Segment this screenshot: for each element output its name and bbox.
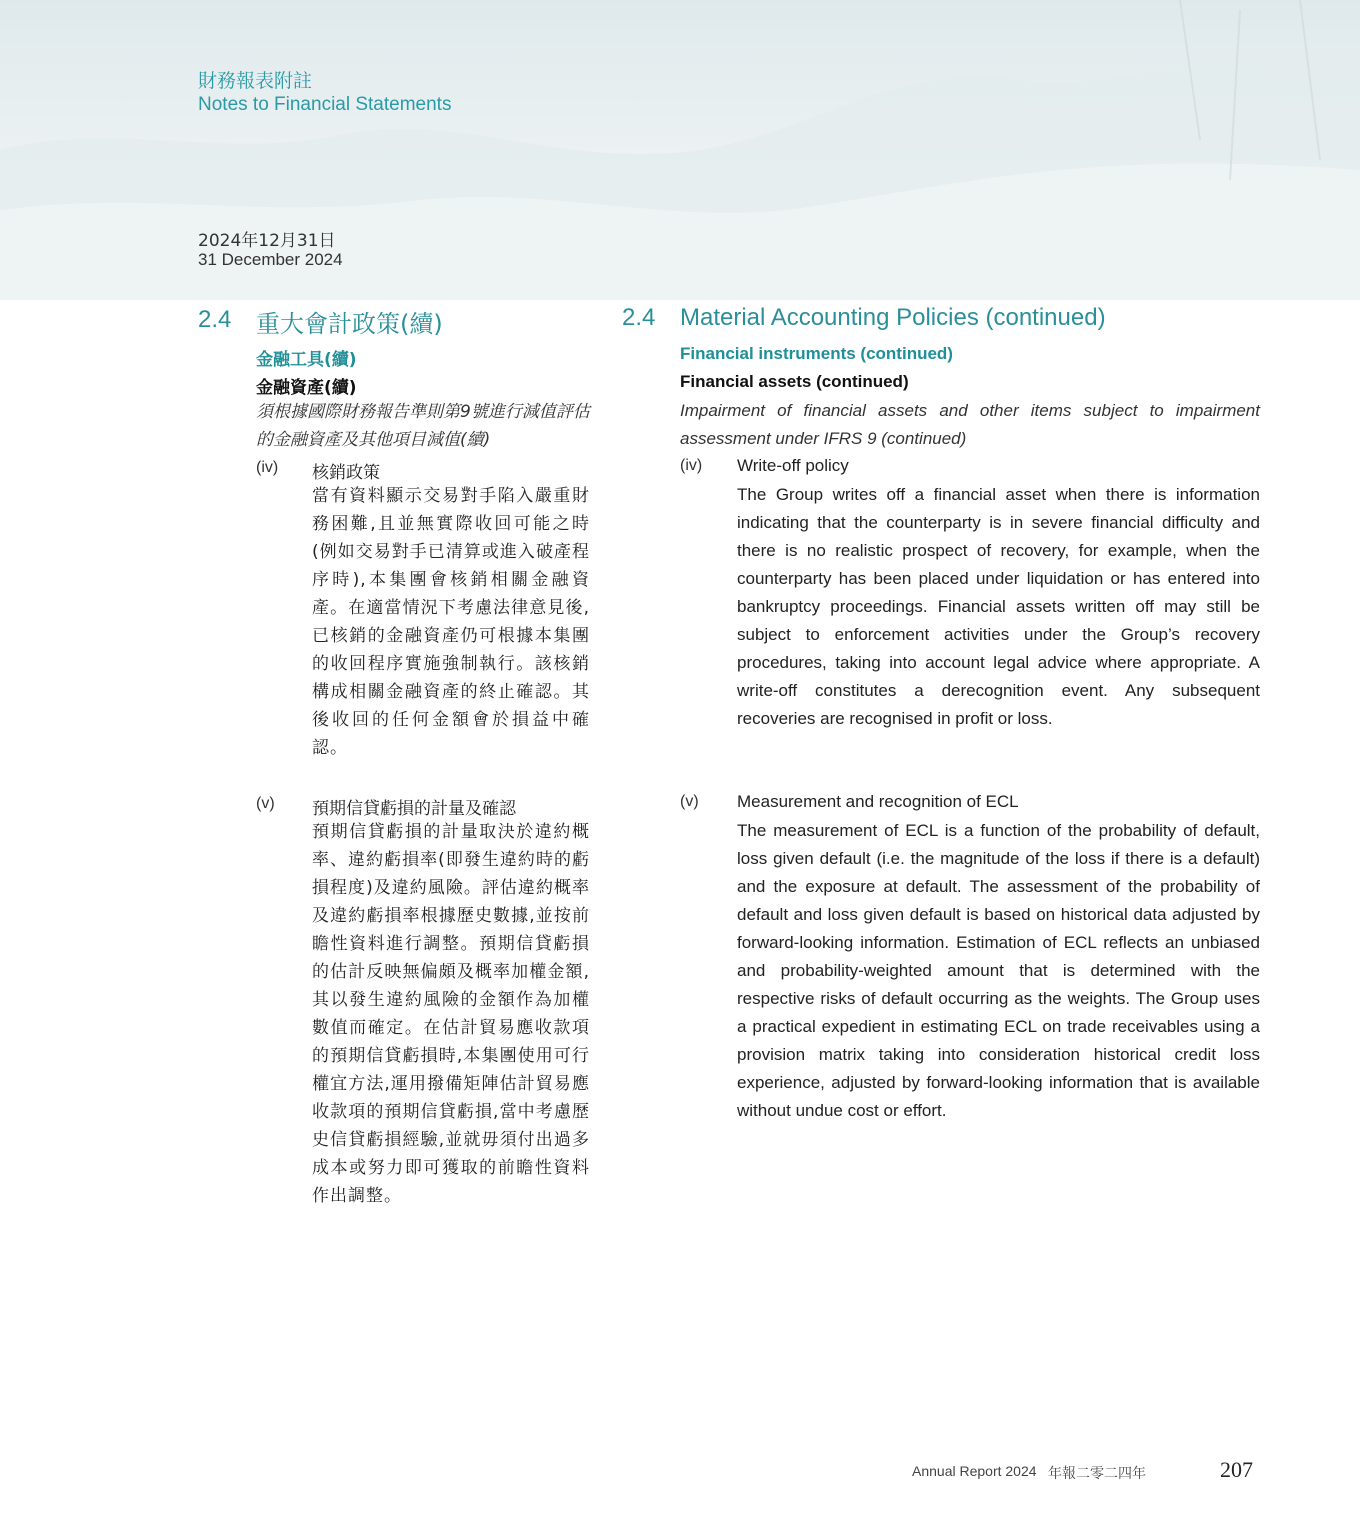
report-date-english: 31 December 2024 <box>198 250 343 269</box>
subheading-impairment-zh: 須根據國際財務報告準則第9號進行減值評估的金融資產及其他項目減值(續) <box>256 402 590 450</box>
item-body-ecl-en: The measurement of ECL is a function of the probability of default, loss given default (i.e. the magnitude of the loss if there is a default) and the exposure at default. The assessment of the probability of default and loss given default is based on historical data adjusted by forward-looking information. Estimation of ECL reflects an unbiased and probability-weighted amount that is determined with the respective risks of default occurring as the weights. The Group uses a practical expedient in estimating ECL on trade receivables using a provision matrix taking into consideration historical credit loss experience, adjusted by forward-looking information that is available without undue cost or effort. <box>737 821 1260 1120</box>
subheading-financial-assets-zh: 金融資產(續) <box>256 378 357 398</box>
section-number-en: 2.4 <box>622 304 656 331</box>
item-title-ecl-en: Measurement and recognition of ECL <box>737 792 1019 811</box>
item-title-writeoff-en: Write-off policy <box>737 456 849 475</box>
item-number-iv-en: (iv) <box>680 457 703 474</box>
item-title-ecl-zh: 預期信貸虧損的計量及確認 <box>312 799 516 819</box>
item-body-writeoff-en: The Group writes off a financial asset when there is information indicating that the counterparty is in severe financial difficulty and there is no realistic prospect of recovery, for example, when the counterparty has been placed under liquidation or has entered into bankruptcy proceedings. Financial assets written off may still be subject to enforcement activities under the Group’s recovery procedures, taking into account legal advice where appropriate. A write-off constitutes a derecognition event. Any subsequent recoveries are recognised in profit or loss. <box>737 485 1260 728</box>
page-number: 207 <box>1220 1457 1253 1482</box>
item-body-ecl-zh: 預期信貸虧損的計量取決於違約概率、違約虧損率(即發生違約時的虧損程度)及違約風險。評估違約概率及違約虧損率根據歷史數據,並按前瞻性資料進行調整。預期信貸虧損的估計反映無偏頗及概率加權金額,其以發生違約風險的金額作為加權數值而確定。在估計貿易應收款項的預期信貸虧損時,本集團使用可行權宜方法,運用撥備矩陣估計貿易應收款項的預期信貸虧損,當中考慮歷史信貸虧損經驗,並就毋須付出過多成本或努力即可獲取的前瞻性資料作出調整。 <box>312 822 590 1206</box>
subheading-financial-instruments-zh: 金融工具(續) <box>256 350 357 370</box>
report-date-chinese: 2024年12月31日 <box>198 231 336 251</box>
subheading-financial-assets-en: Financial assets (continued) <box>680 372 909 391</box>
subheading-impairment-en: Impairment of financial assets and other items subject to impairment assessment under IFRS 9 (continued) <box>680 401 1260 448</box>
subheading-financial-instruments-en: Financial instruments (continued) <box>680 344 953 363</box>
footer-annual-report-zh: 年報二零二四年 <box>1048 1466 1146 1482</box>
item-number-iv-zh: (iv) <box>256 459 279 476</box>
item-title-writeoff-zh: 核銷政策 <box>312 463 380 483</box>
footer-annual-report-en: Annual Report 2024 <box>912 1463 1037 1479</box>
item-number-v-en: (v) <box>680 793 699 810</box>
item-number-v-zh: (v) <box>256 795 275 812</box>
item-body-writeoff-zh: 當有資料顯示交易對手陷入嚴重財務困難,且並無實際收回可能之時(例如交易對手已清算或進入破產程序時),本集團會核銷相關金融資產。在適當情況下考慮法律意見後,已核銷的金融資產仍可根據本集團的收回程序實施強制執行。該核銷構成相關金融資產的終止確認。其後收回的任何金額會於損益中確認。 <box>312 486 590 758</box>
running-head-english: Notes to Financial Statements <box>198 94 452 115</box>
section-title-en: Material Accounting Policies (continued) <box>680 304 1106 331</box>
section-title-zh: 重大會計政策(續) <box>256 310 443 338</box>
running-head-chinese: 財務報表附註 <box>198 70 313 92</box>
section-number-zh: 2.4 <box>198 306 232 333</box>
